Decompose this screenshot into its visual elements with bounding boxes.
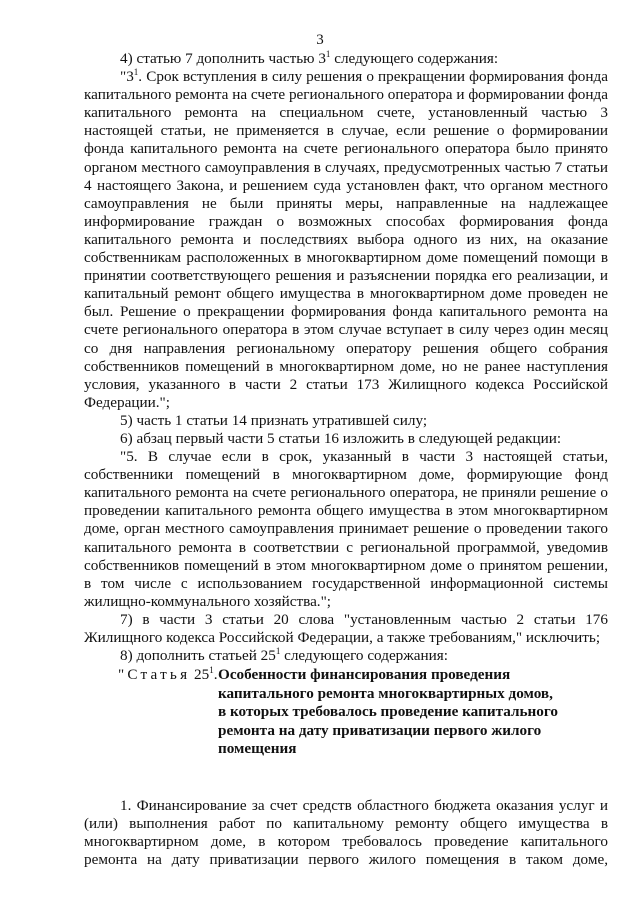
article-body (84, 797, 608, 869)
article-title-line: капитального ремонта многоквартирных домов, (218, 684, 553, 702)
page-number: 3 (316, 32, 324, 48)
superscript: 1 (133, 67, 139, 78)
article-title-line: ремонта на дату приватизации первого жилого (218, 721, 542, 739)
paragraph-item-7: 7) в части 3 статьи 20 слова "установленным частью 2 статьи 176 Жилищного кодекса Российской Федерации, а также требованиям," исключить; (84, 610, 608, 646)
article-title-line: в которых требовалось проведение капитального (218, 703, 558, 721)
superscript: 1 (275, 646, 281, 657)
paragraph-part-5: "5. В случае если в срок, указанный в части 3 настоящей статьи, собственники помещений в многоквартирном доме, формирующие фонд капитального ремонта на счете регионального оператора, не приняли решение о проведении капитального ремонта общего имущества в этом многоквартирном доме, орган местного самоуправления принимает решение о проведении такого капитального ремонта в соответствии с региональной программой, уведомив собственников помещений в этом многоквартирном доме о принятом решении, в том числе с использованием государственной информационной системы жилищно-коммунального хозяйства."; (84, 448, 608, 610)
paragraph-item-5: 5) часть 1 статьи 14 признать утратившей силу; (120, 411, 428, 429)
paragraph-item-4: 4) статью 7 дополнить частью $3^1$ следующего содержания: (120, 49, 499, 67)
paragraph-article-part-1: 1. Финансирование за счет средств областного бюджета оказания услуг и (или) выполнения работ по капитальному ремонту общего имущества в многоквартирном доме, в котором требовалось проведение капитального ремонта на дату приватизации первого жилого помещения в таком доме, (84, 797, 608, 869)
paragraph-part-3-1: "$3^1$. Срок вступления в силу решения о прекращении формирования фонда капитального ремонта на счете регионального оператора и формировании фонда капитального ремонта на специальном счете, установленный частью 3 настоящей статьи, не применяется в случае, если решение о формировании фонда капитального ремонта на счете регионального оператора было принято органом местного самоуправления в случаях, предусмотренных частью 7 статьи 4 настоящего Закона, и решением суда установлен факт, что органом местного самоуправления не были приняты меры, направленные на надлежащее информирование граждан о возможных способах формирования фонда капитального ремонта и последствиях выбора одного из них, на оказание собственникам расположенных в многоквартирном доме помещений помощи в принятии соответствующего решения и разъяснении порядка его реализации, и капитальный ремонт общего имущества в многоквартирном доме проведен не был. Решение о прекращении формирования фонда капитального ремонта на счете регионального оператора в этом случае вступает в силу через один месяц со дня направления региональному оператору решения общего собрания собственников помещений в многоквартирном доме, но не ранее наступления условия, указанного в части 2 статьи 173 Жилищного кодекса Российской Федерации."; (84, 67, 608, 411)
article-title-line: Особенности финансирования проведения (218, 666, 511, 683)
article-title-line: помещения (218, 740, 297, 758)
paragraph-item-8: 8) дополнить статьей $25^1$ следующего содержания: (120, 646, 448, 665)
article-title (218, 666, 598, 759)
superscript: 1 (209, 665, 214, 675)
article-label: "Статья $25^1$. (118, 665, 218, 683)
superscript: 1 (325, 49, 331, 59)
document-body (84, 50, 608, 665)
paragraph-item-6: 6) абзац первый части 5 статьи 16 изложить в следующей редакции: (120, 429, 562, 447)
